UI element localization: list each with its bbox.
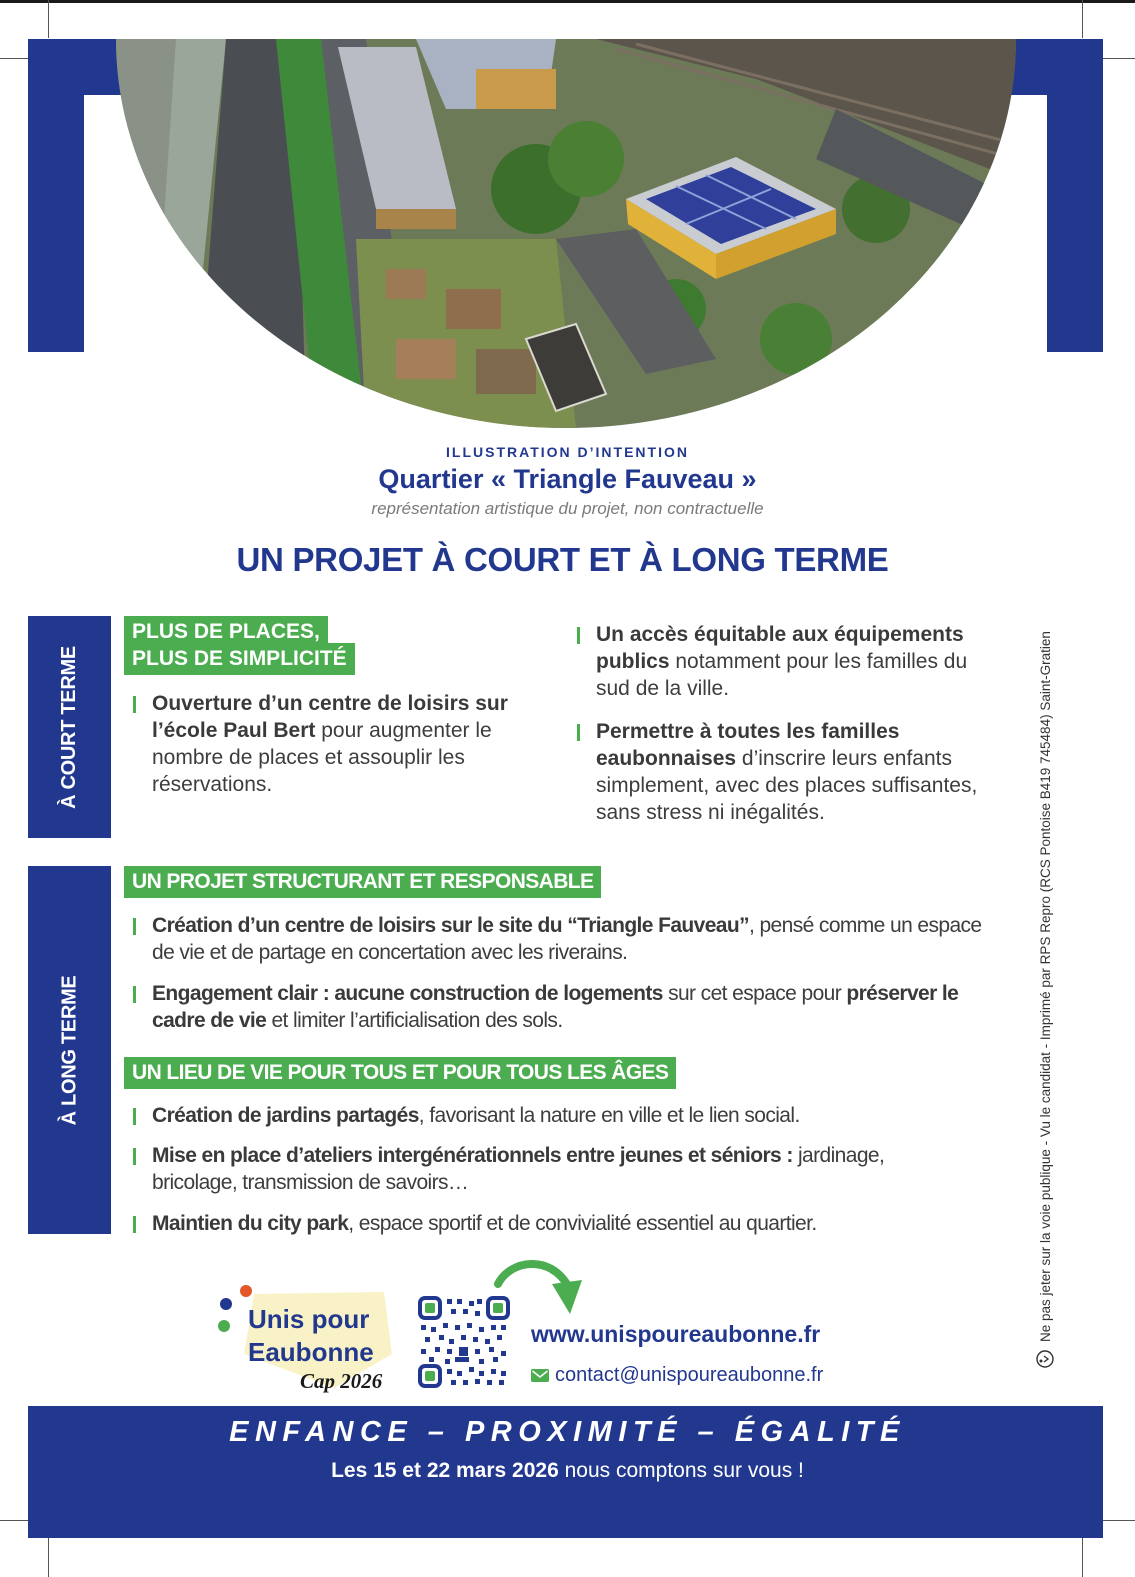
bullet-bold: préserver le cadre de vie [152, 982, 959, 1032]
email-link[interactable] [531, 1364, 823, 1387]
side-tab-label: À LONG TERME [58, 975, 81, 1125]
envelope-icon [531, 1369, 549, 1382]
crop-mark [0, 58, 28, 59]
bullet-bold: Maintien du city park [152, 1212, 349, 1235]
bullet-item [133, 912, 982, 966]
bullet-item [577, 718, 996, 826]
label-line: UN LIEU DE VIE POUR TOUS ET POUR TOUS LES ÂGES [132, 1061, 669, 1084]
crop-mark [48, 1538, 49, 1577]
illustration-disclaimer: représentation artistique du projet, non contractuelle [371, 499, 764, 518]
bullet-item [577, 621, 986, 702]
logo-line-1: Unis pour [248, 1304, 370, 1334]
logo-tagline: Cap 2026 [300, 1369, 383, 1393]
side-tab-long-term [28, 866, 111, 1234]
bullet-text: et limiter l’artificialisation des sols. [266, 1009, 563, 1032]
bullet-text: , pensé comme un espace de vie et de partage en concertation avec les riverains. [152, 914, 982, 964]
bullet-text: pour augmenter le nombre de places et assouplir les réservations. [152, 719, 492, 796]
bullet-bold: Permettre à toutes les familles eaubonnaises [596, 720, 900, 770]
section-label-structuring [124, 866, 601, 898]
label-line: PLUS DE SIMPLICITÉ [132, 647, 347, 670]
dates-rest: nous comptons sur vous ! [558, 1459, 804, 1482]
recycle-bin-icon [1036, 1350, 1054, 1368]
bullet-text: sur cet espace pour [662, 982, 847, 1005]
bullet-bold: Engagement clair : aucune construction de logements [152, 982, 663, 1005]
header-bracket-left-cap [28, 39, 128, 95]
bullet-text: notamment pour les familles du sud de la ville. [596, 650, 968, 700]
crop-mark [48, 0, 49, 38]
bullet-bold: Un accès équitable aux équipements publics [596, 623, 964, 673]
legal-mention [1036, 631, 1054, 1368]
main-heading: UN PROJET À COURT ET À LONG TERME [236, 541, 889, 578]
legal-text: Ne pas jeter sur la voie publique - Vu le candidat - Imprimé par RPS Repro (RCS Pontoise B419 745484) Saint-Gratien [1037, 631, 1053, 1342]
bullet-item [133, 690, 562, 798]
bullet-bold: Création de jardins partagés [152, 1104, 419, 1127]
footer-slogan: ENFANCE – PROXIMITÉ – ÉGALITÉ [229, 1416, 906, 1448]
bullet-item [133, 980, 982, 1034]
curved-arrow-icon [490, 1256, 585, 1318]
bullet-text: , favorisant la nature en ville et le lien social. [418, 1104, 800, 1127]
section-label-simplicity [124, 643, 355, 675]
label-line: UN PROJET STRUCTURANT ET RESPONSABLE [132, 870, 594, 893]
label-line: PLUS DE PLACES, [132, 620, 320, 643]
illustration-title: Quartier « Triangle Fauveau » [378, 464, 757, 494]
illustration-kicker: ILLUSTRATION D’INTENTION [446, 444, 689, 460]
crop-mark [0, 1520, 28, 1521]
bullet-bold: Mise en place d’ateliers intergénérationnels entre jeunes et séniors : [152, 1144, 793, 1167]
crop-mark [1082, 0, 1083, 38]
unis-pour-eaubonne-logo [214, 1284, 396, 1396]
crop-mark [1103, 58, 1135, 59]
email-text: contact@unispoureaubonne.fr [555, 1364, 824, 1386]
bullet-bold: Ouverture d’un centre de loisirs sur l’école Paul Bert [152, 692, 508, 742]
bullet-item [133, 1142, 952, 1196]
logo-line-2: Eaubonne [248, 1337, 374, 1367]
election-dates [0, 1459, 1135, 1483]
bullet-bold: Création d’un centre de loisirs sur le site du “Triangle Fauveau” [152, 914, 749, 937]
crop-mark [1082, 1538, 1083, 1577]
website-link[interactable]: www.unispoureaubonne.fr [531, 1321, 821, 1347]
bullet-item [133, 1210, 992, 1237]
bullet-text: , espace sportif et de convivialité essentiel au quartier. [348, 1212, 817, 1235]
page-top-edge [0, 0, 1135, 3]
section-label-all-ages [124, 1057, 676, 1089]
bullet-item [133, 1102, 992, 1129]
bullet-text: d’inscrire leurs enfants simplement, avec des places suffisantes, sans stress ni inégalités. [596, 747, 978, 824]
side-tab-label: À COURT TERME [58, 645, 81, 809]
aerial-photo [116, 39, 1016, 428]
dates-bold: Les 15 et 22 mars 2026 [331, 1459, 559, 1482]
header-bracket-right-cap [1003, 39, 1103, 95]
side-tab-short-term [28, 616, 111, 838]
crop-mark [1103, 1520, 1135, 1521]
bullet-text: jardinage, bricolage, transmission de savoirs… [152, 1144, 885, 1194]
